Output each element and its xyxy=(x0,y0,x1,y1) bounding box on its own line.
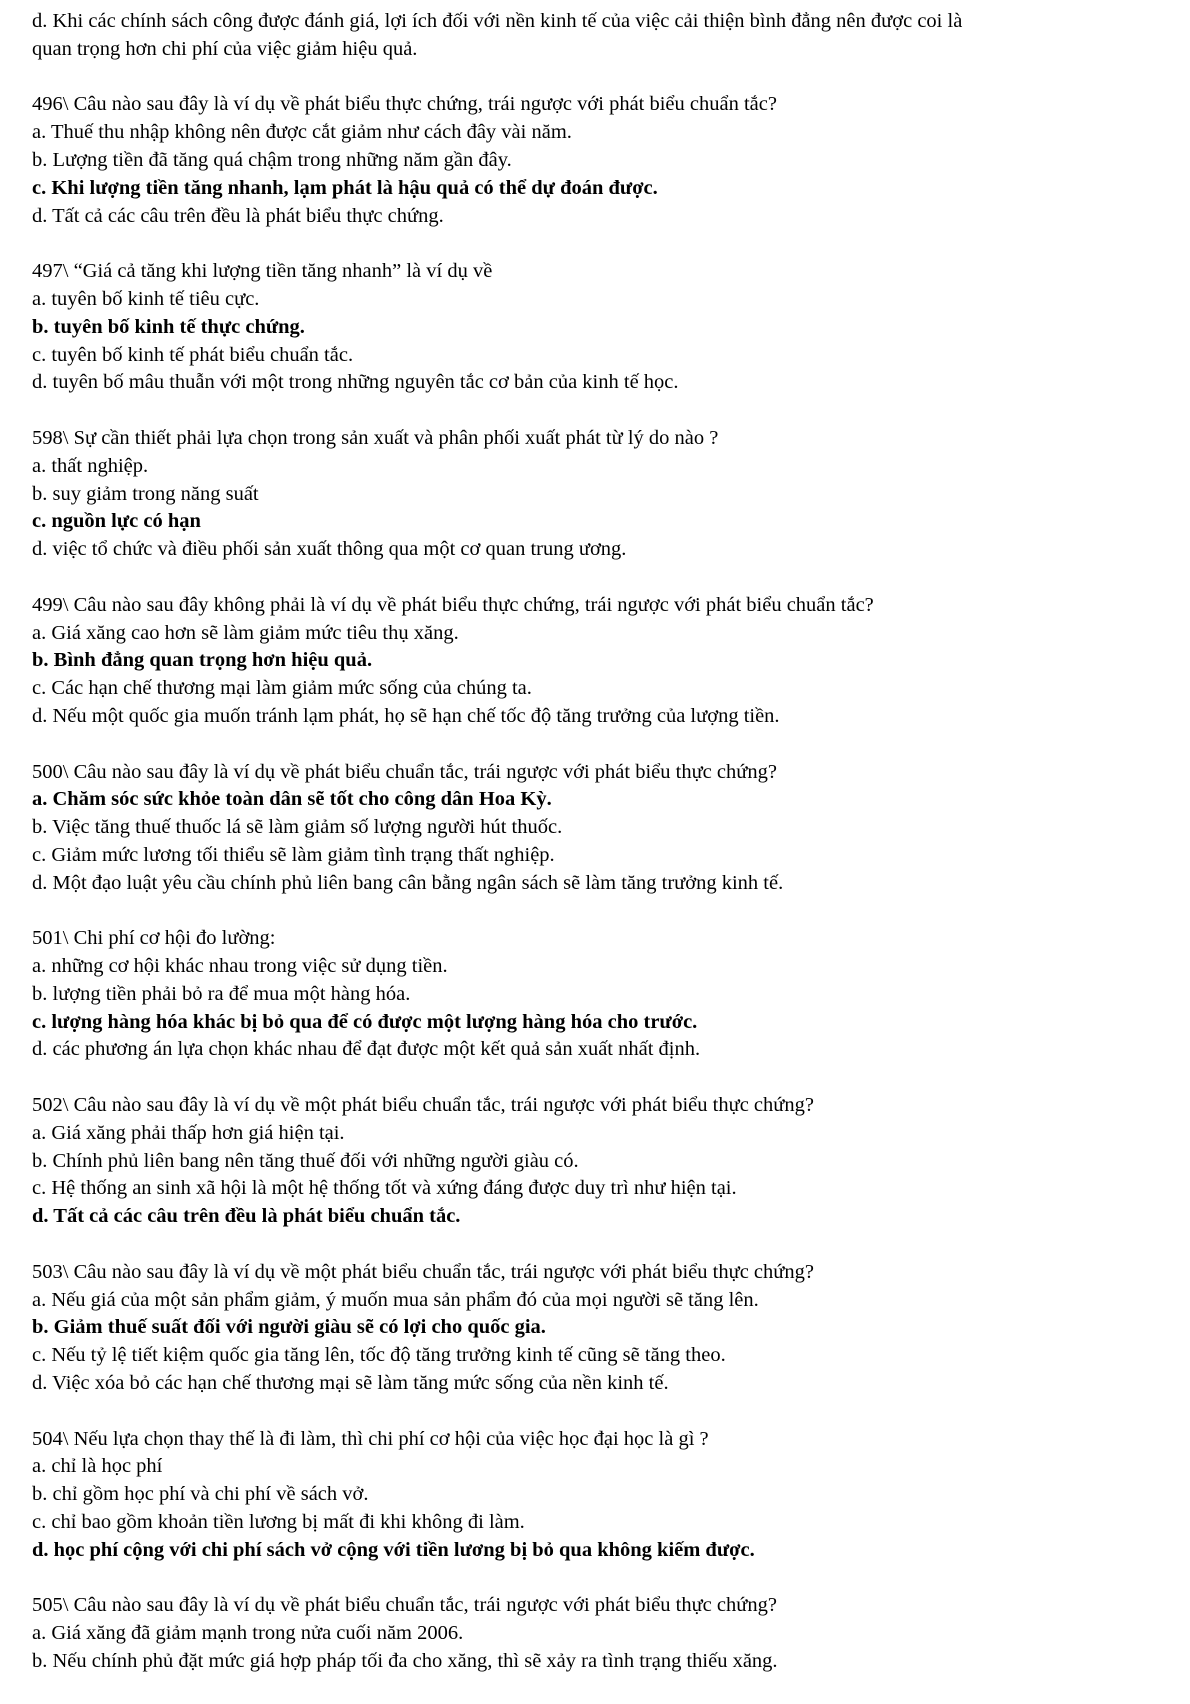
question-block xyxy=(32,258,1172,397)
correct-answer-option: b. Giảm thuế suất đối với người giàu sẽ có lợi cho quốc gia. xyxy=(32,1316,546,1339)
question-stem: 505\ Câu nào sau đây là ví dụ về phát biểu chuẩn tắc, trái ngược với phát biểu thực chứng? xyxy=(32,1594,777,1617)
answer-option: b. chỉ gồm học phí và chi phí về sách vở. xyxy=(32,1483,369,1506)
answer-option: a. thất nghiệp. xyxy=(32,454,149,477)
correct-answer-option: c. lượng hàng hóa khác bị bỏ qua để có được một lượng hàng hóa cho trước. xyxy=(32,1010,698,1033)
answer-option: c. tuyên bố kinh tế phát biểu chuẩn tắc. xyxy=(32,343,354,366)
document-page xyxy=(32,8,1172,1704)
question-stem: 500\ Câu nào sau đây là ví dụ về phát biểu chuẩn tắc, trái ngược với phát biểu thực chứng? xyxy=(32,760,777,783)
question-stem: 496\ Câu nào sau đây là ví dụ về phát biểu thực chứng, trái ngược với phát biểu chuẩn tắc? xyxy=(32,93,777,116)
question-stem: 503\ Câu nào sau đây là ví dụ về một phát biểu chuẩn tắc, trái ngược với phát biểu thực chứng? xyxy=(32,1260,814,1283)
answer-option: d. Tất cả các câu trên đều là phát biểu thực chứng. xyxy=(32,204,444,227)
answer-option: a. Nếu giá của một sản phẩm giảm, ý muốn mua sản phẩm đó của mọi người sẽ tăng lên. xyxy=(32,1288,759,1311)
answer-option: c. chỉ bao gồm khoản tiền lương bị mất đi khi không đi làm. xyxy=(32,1511,525,1534)
question-block xyxy=(32,1592,1172,1675)
question-block xyxy=(32,1426,1172,1565)
answer-option: b. Chính phủ liên bang nên tăng thuế đối với những người giàu có. xyxy=(32,1149,579,1172)
answer-option: a. những cơ hội khác nhau trong việc sử dụng tiền. xyxy=(32,955,448,978)
question-stem: 497\ “Giá cả tăng khi lượng tiền tăng nhanh” là ví dụ về xyxy=(32,260,493,283)
correct-answer-option: c. nguồn lực có hạn xyxy=(32,510,201,533)
answer-option: c. Nếu tỷ lệ tiết kiệm quốc gia tăng lên, tốc độ tăng trưởng kinh tế cũng sẽ tăng theo. xyxy=(32,1344,726,1367)
answer-option: b. Nếu chính phủ đặt mức giá hợp pháp tối đa cho xăng, thì sẽ xảy ra tình trạng thiếu xăng. xyxy=(32,1650,778,1673)
question-stem: 598\ Sự cần thiết phải lựa chọn trong sản xuất và phân phối xuất phát từ lý do nào ? xyxy=(32,426,719,449)
answer-option: a. chỉ là học phí xyxy=(32,1455,163,1478)
question-stem: 501\ Chi phí cơ hội đo lường: xyxy=(32,927,276,950)
correct-answer-option: c. Khi lượng tiền tăng nhanh, lạm phát là hậu quả có thể dự đoán được. xyxy=(32,176,658,199)
answer-option: b. suy giảm trong năng suất xyxy=(32,482,259,505)
answer-option: d. Một đạo luật yêu cầu chính phủ liên bang cân bằng ngân sách sẽ làm tăng trưởng kinh tế. xyxy=(32,871,784,894)
answer-option: a. Giá xăng cao hơn sẽ làm giảm mức tiêu thụ xăng. xyxy=(32,621,459,644)
correct-answer-option: a. Chăm sóc sức khỏe toàn dân sẽ tốt cho công dân Hoa Kỳ. xyxy=(32,788,552,811)
answer-option: a. Thuế thu nhập không nên được cắt giảm như cách đây vài năm. xyxy=(32,121,572,144)
intro-line: quan trọng hơn chi phí của việc giảm hiệu quả. xyxy=(32,37,418,60)
answer-option: d. việc tổ chức và điều phối sản xuất thông qua một cơ quan trung ương. xyxy=(32,538,627,561)
answer-option: a. Giá xăng phải thấp hơn giá hiện tại. xyxy=(32,1121,345,1144)
question-stem: 499\ Câu nào sau đây không phải là ví dụ về phát biểu thực chứng, trái ngược với phát biểu chuẩn tắc? xyxy=(32,593,874,616)
correct-answer-option: d. học phí cộng với chi phí sách vở cộng với tiền lương bị bỏ qua không kiếm được. xyxy=(32,1538,755,1561)
answer-option: a. Giá xăng đã giảm mạnh trong nửa cuối năm 2006. xyxy=(32,1622,464,1645)
correct-answer-option: b. tuyên bố kinh tế thực chứng. xyxy=(32,315,305,338)
correct-answer-option: b. Bình đẳng quan trọng hơn hiệu quả. xyxy=(32,649,373,672)
answer-option: b. Việc tăng thuế thuốc lá sẽ làm giảm số lượng người hút thuốc. xyxy=(32,816,563,839)
intro-paragraph xyxy=(32,8,1172,64)
answer-option: b. Lượng tiền đã tăng quá chậm trong những năm gần đây. xyxy=(32,148,512,171)
intro-line: d. Khi các chính sách công được đánh giá, lợi ích đối với nền kinh tế của việc cải thiện bình đẳng nên được coi là xyxy=(32,10,963,32)
answer-option: d. Việc xóa bỏ các hạn chế thương mại sẽ làm tăng mức sống của nền kinh tế. xyxy=(32,1372,669,1395)
question-block xyxy=(32,759,1172,898)
question-block xyxy=(32,425,1172,564)
correct-answer-option: d. Tất cả các câu trên đều là phát biểu chuẩn tắc. xyxy=(32,1205,461,1228)
answer-option: c. Hệ thống an sinh xã hội là một hệ thống tốt và xứng đáng được duy trì như hiện tại. xyxy=(32,1177,737,1200)
answer-option: d. các phương án lựa chọn khác nhau để đạt được một kết quả sản xuất nhất định. xyxy=(32,1038,701,1061)
answer-option: c. Các hạn chế thương mại làm giảm mức sống của chúng ta. xyxy=(32,677,532,700)
question-block xyxy=(32,1092,1172,1231)
answer-option: a. tuyên bố kinh tế tiêu cực. xyxy=(32,287,260,310)
question-block xyxy=(32,1259,1172,1398)
answer-option: b. lượng tiền phải bỏ ra để mua một hàng hóa. xyxy=(32,982,411,1005)
question-block xyxy=(32,925,1172,1064)
answer-option: d. tuyên bố mâu thuẫn với một trong những nguyên tắc cơ bản của kinh tế học. xyxy=(32,371,679,394)
answer-option: d. Nếu một quốc gia muốn tránh lạm phát, họ sẽ hạn chế tốc độ tăng trưởng của lượng tiền. xyxy=(32,704,780,727)
question-stem: 502\ Câu nào sau đây là ví dụ về một phát biểu chuẩn tắc, trái ngược với phát biểu thực chứng? xyxy=(32,1094,814,1117)
question-list xyxy=(32,91,1172,1675)
answer-option: c. Giảm mức lương tối thiểu sẽ làm giảm tình trạng thất nghiệp. xyxy=(32,843,555,866)
question-block xyxy=(32,91,1172,230)
question-stem: 504\ Nếu lựa chọn thay thế là đi làm, thì chi phí cơ hội của việc học đại học là gì ? xyxy=(32,1427,709,1450)
question-block xyxy=(32,592,1172,731)
